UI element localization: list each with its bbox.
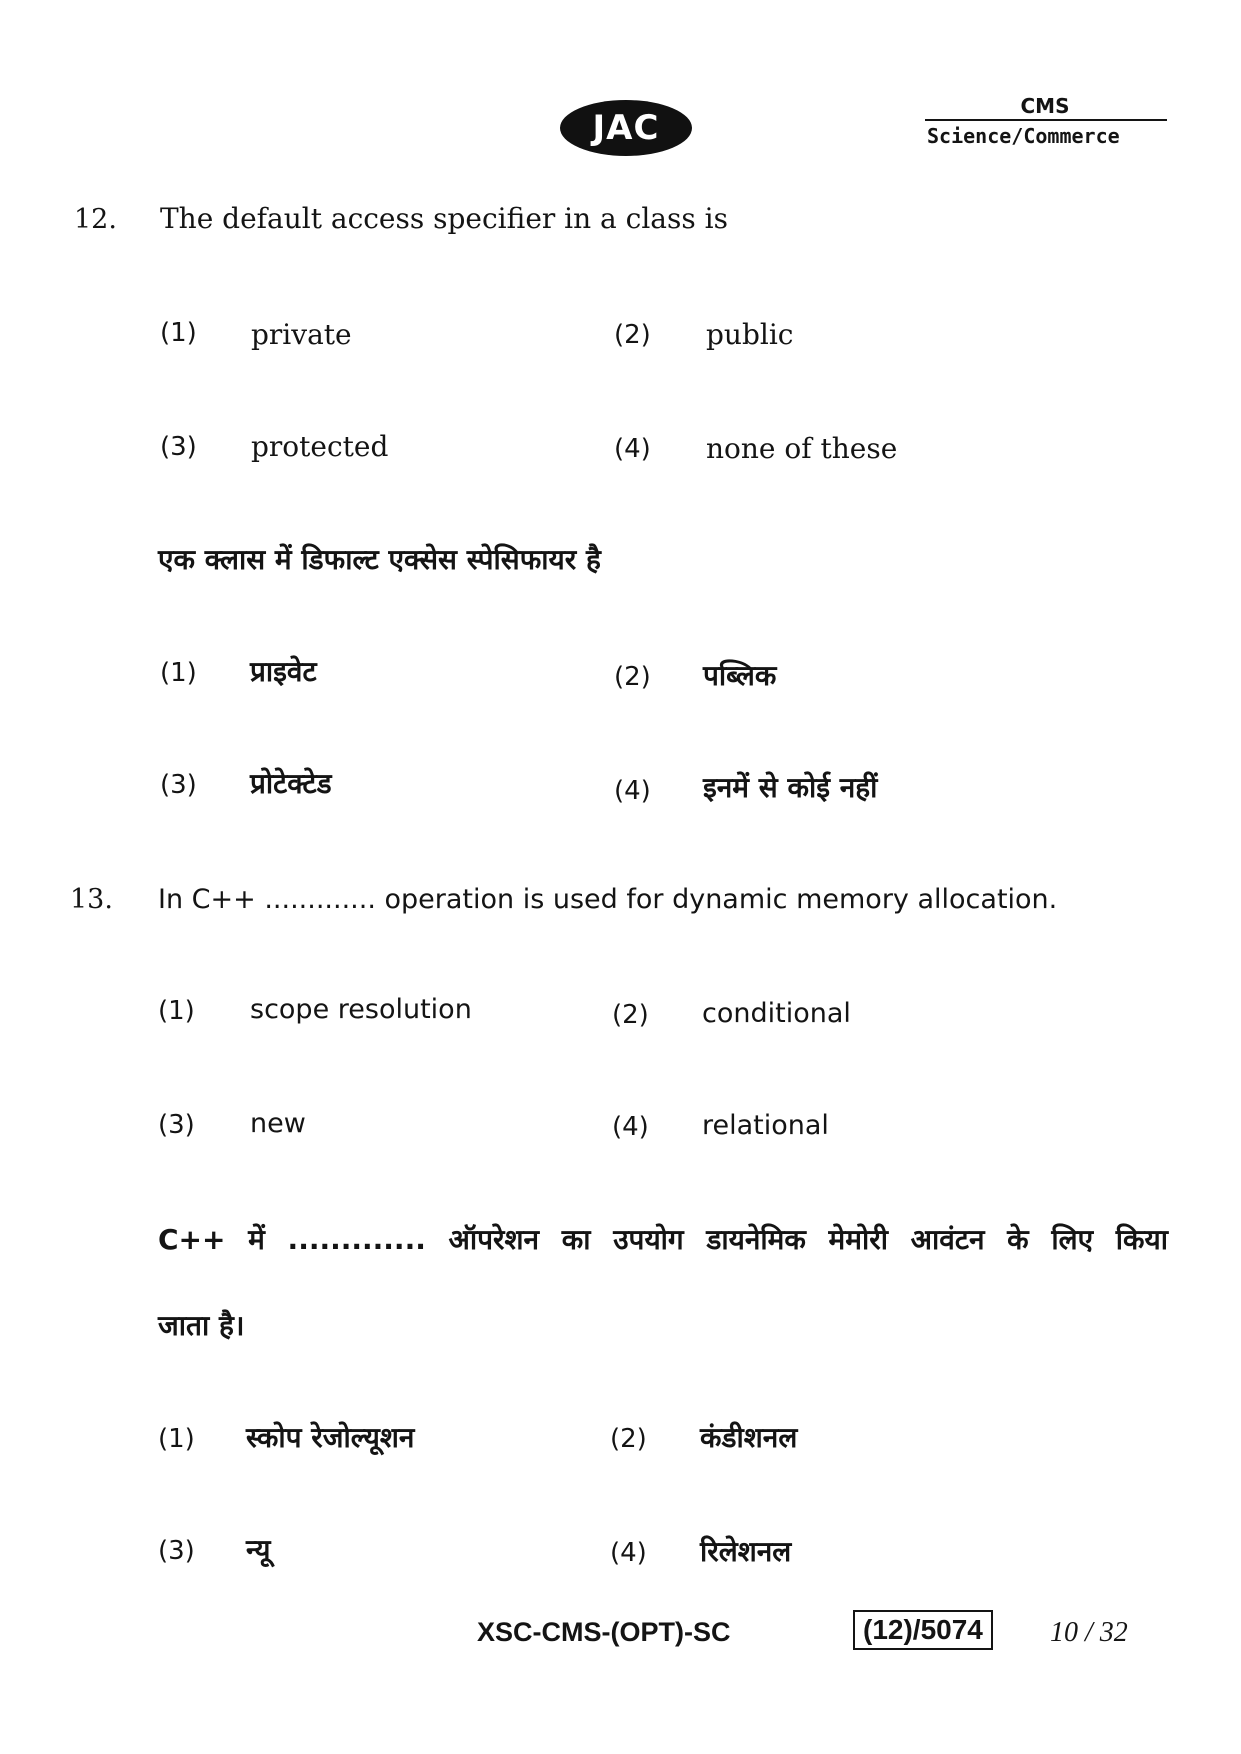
page-number: 10 / 32 [1050, 1617, 1128, 1648]
option-number: (2) [614, 662, 651, 692]
option-text: protected [251, 430, 389, 463]
logo-text: JAC [592, 108, 660, 148]
option-text: public [706, 318, 794, 351]
option-number: (1) [160, 658, 197, 688]
question-number: 12. [74, 204, 117, 235]
paper-code: XSC-CMS-(OPT)-SC [477, 1617, 731, 1647]
option-text: private [251, 318, 352, 351]
subject-code: CMS [1020, 94, 1070, 118]
header-divider [925, 119, 1167, 121]
question-number: 13. [70, 884, 113, 915]
option-text-hi: प्राइवेट [250, 655, 317, 688]
option-number: (2) [612, 1000, 649, 1030]
option-text-hi: कंडीशनल [700, 1421, 798, 1454]
option-text: new [250, 1108, 306, 1139]
option-text-hi: पब्लिक [703, 659, 777, 692]
option-text: conditional [702, 998, 851, 1029]
option-number: (1) [158, 996, 195, 1026]
option-text-hi: स्कोप रेजोल्यूशन [246, 1421, 415, 1454]
question-text-hi-line1: C++ में ............. ऑपरेशन का उपयोग डायनेमिक मेमोरी आवंटन के लिए किया [158, 1223, 1168, 1256]
question-text-en: The default access specifier in a class is [160, 202, 728, 235]
stream-label: Science/Commerce [927, 124, 1120, 148]
option-number: (4) [612, 1112, 649, 1142]
option-number: (3) [160, 770, 197, 800]
option-text-hi: इनमें से कोई नहीं [703, 771, 878, 804]
question-text-en: In C++ ............. operation is used for dynamic memory allocation. [158, 884, 1058, 915]
booklet-code: (12)/5074 [853, 1610, 993, 1650]
option-number: (3) [160, 432, 197, 462]
option-number: (2) [614, 320, 651, 350]
option-number: (3) [158, 1536, 195, 1566]
option-number: (1) [160, 318, 197, 348]
option-text: none of these [706, 432, 898, 465]
option-text-hi: रिलेशनल [700, 1535, 792, 1568]
option-number: (3) [158, 1110, 195, 1140]
option-text-hi: प्रोटेक्टेड [250, 767, 332, 800]
option-number: (4) [614, 776, 651, 806]
option-text-hi: न्यू [246, 1533, 271, 1566]
jac-logo [560, 100, 692, 156]
option-number: (4) [610, 1538, 647, 1568]
question-text-hi-line2: जाता है। [158, 1309, 245, 1342]
question-text-hi: एक क्लास में डिफाल्ट एक्सेस स्पेसिफायर है [158, 543, 601, 576]
option-text: scope resolution [250, 994, 472, 1025]
option-number: (4) [614, 434, 651, 464]
option-text: relational [702, 1110, 829, 1141]
option-number: (1) [158, 1424, 195, 1454]
option-number: (2) [610, 1424, 647, 1454]
